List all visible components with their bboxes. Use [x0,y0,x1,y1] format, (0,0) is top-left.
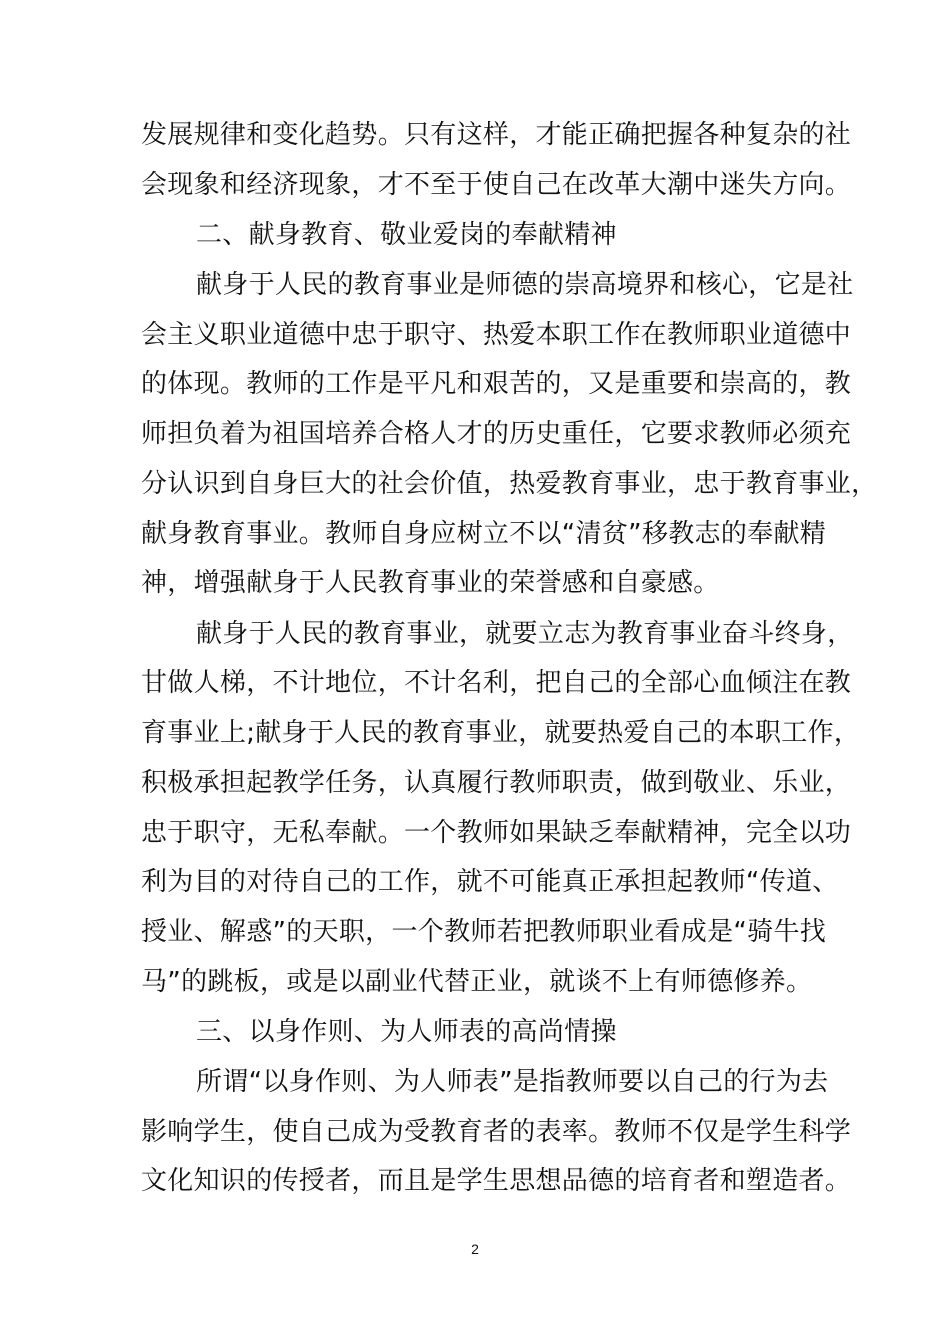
page-number: 2 [471,1241,479,1257]
body-text-line: 利为目的对待自己的工作，就不可能真正承担起教师“传道、 [141,867,839,897]
body-text-line: 发展规律和变化趋势。只有这样，才能正确把握各种复杂的社 [141,120,852,150]
section-heading: 三、以身作则、为人师表的高尚情操 [196,1017,617,1047]
body-text-line: 马”的跳板，或是以副业代替正业，就谈不上有师德修养。 [141,967,813,997]
body-text-line: 献身于人民的教育事业是师德的崇高境界和核心，它是社 [196,270,854,300]
body-text-line: 的体现。教师的工作是平凡和艰苦的，又是重要和崇高的，教 [141,369,852,399]
body-text-line: 积极承担起教学任务，认真履行教师职责，做到敬业、乐业， [141,768,852,798]
body-text-line: 育事业上;献身于人民的教育事业，就要热爱自己的本职工作， [141,718,861,748]
body-text-line: 影响学生，使自己成为受教育者的表率。教师不仅是学生科学 [141,1117,852,1147]
section-heading: 二、献身教育、敬业爱岗的奉献精神 [196,220,617,250]
body-text-line: 忠于职守，无私奉献。一个教师如果缺乏奉献精神，完全以功 [141,818,852,848]
body-text-line: 甘做人梯，不计地位，不计名利，把自己的全部心血倾注在教 [141,668,852,698]
body-text-line: 所谓“以身作则、为人师表”是指教师要以自己的行为去 [196,1067,829,1097]
body-text-line: 分认识到自身巨大的社会价值，热爱教育事业，忠于教育事业， [141,469,878,499]
body-text-line: 授业、解惑”的天职，一个教师若把教师职业看成是“骑牛找 [141,917,827,947]
body-text-line: 献身教育事业。教师自身应树立不以“清贫”移教志的奉献精 [141,519,827,549]
body-text-line: 师担负着为祖国培养合格人才的历史重任，它要求教师必须充 [141,419,852,449]
body-text-line: 会现象和经济现象，才不至于使自己在改革大潮中迷失方向。 [141,170,852,200]
body-text-line: 文化知识的传授者，而且是学生思想品德的培育者和塑造者。 [141,1166,852,1196]
body-text-line: 献身于人民的教育事业，就要立志为教育事业奋斗终身， [196,619,854,649]
body-text-line: 会主义职业道德中忠于职守、热爱本职工作在教师职业道德中 [141,320,852,350]
body-text-line: 神，增强献身于人民教育事业的荣誉感和自豪感。 [141,568,720,598]
